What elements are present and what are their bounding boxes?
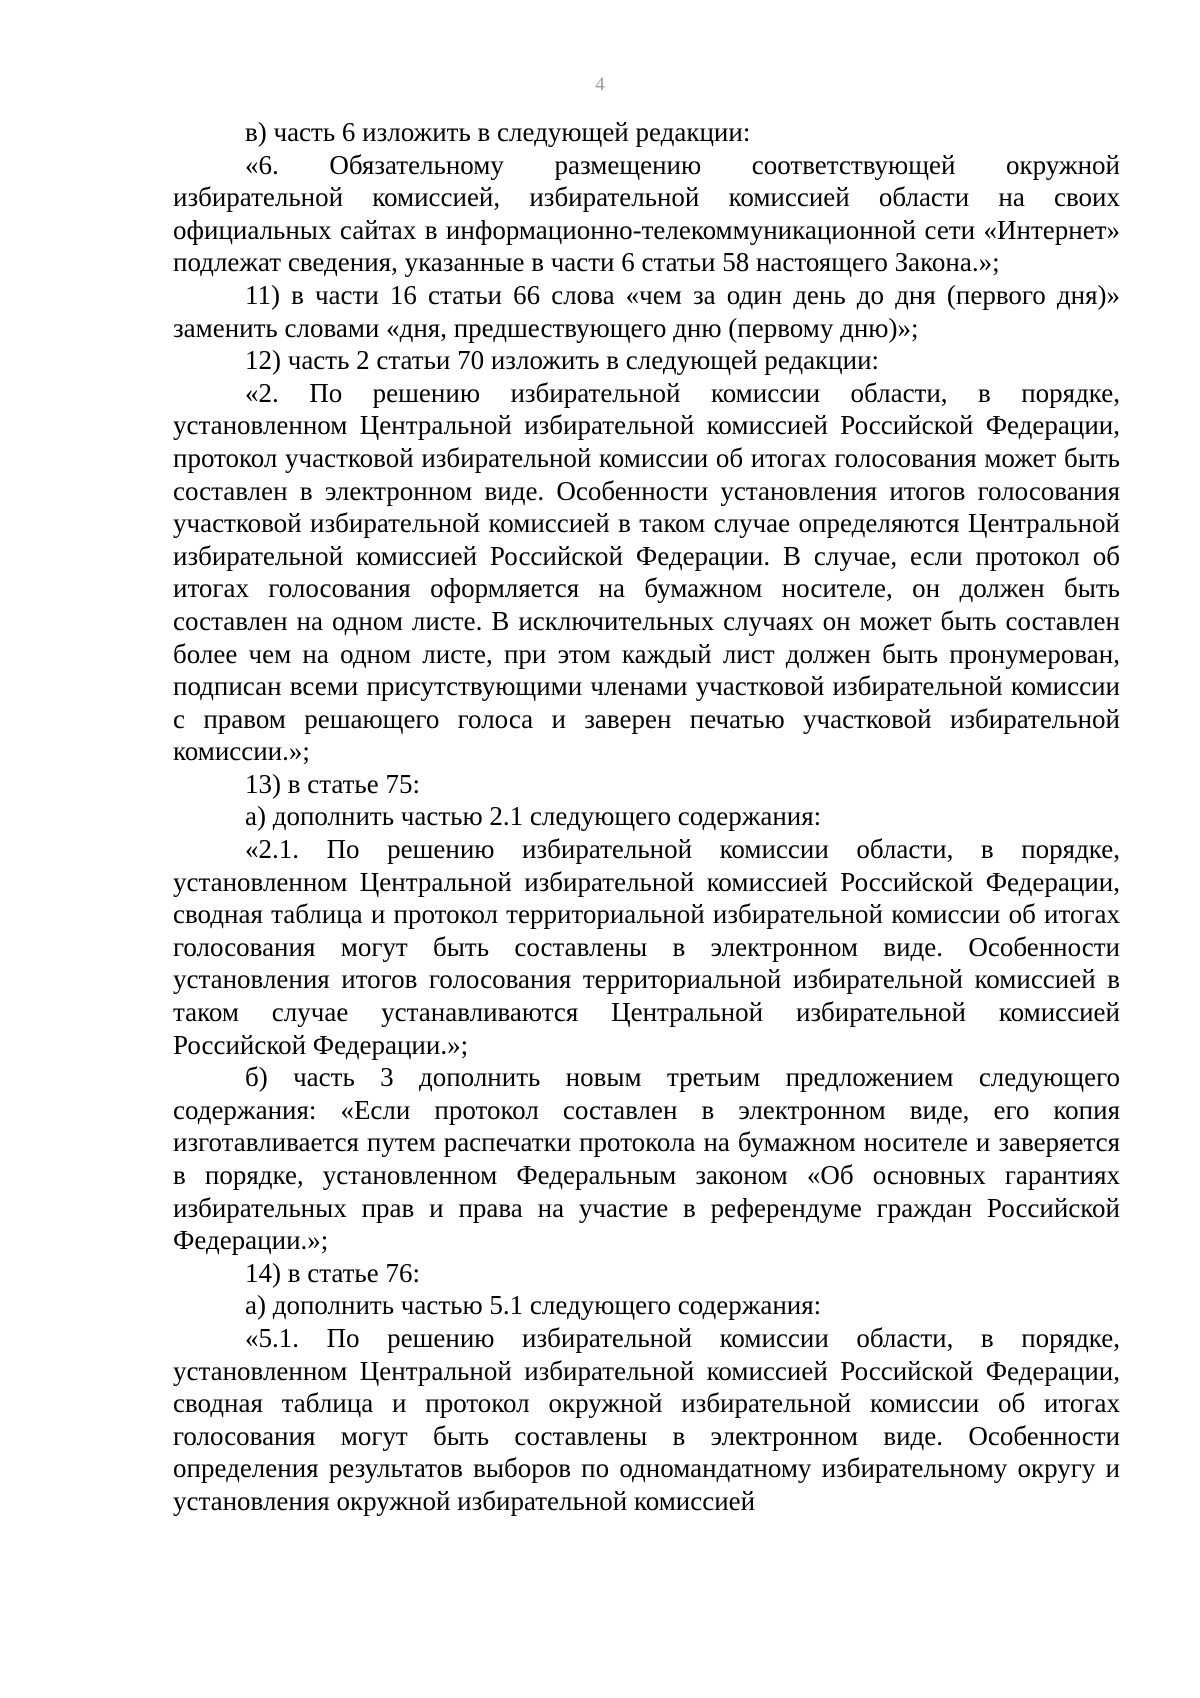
document-body: [173, 116, 1120, 1518]
paragraph-item-13-b: б) часть 3 дополнить новым третьим предложением следующего содержания: «Если протокол составлен в электронном виде, его копия изготавливается путем распечатки протокола на бумажном носителе и заверяется в порядке, установленном Федеральным законом «Об основных гарантиях избирательных прав и права на участие в референдуме граждан Российской Федерации.»;: [173, 1062, 1120, 1256]
paragraph-part-6-heading: в) часть 6 изложить в следующей редакции:: [245, 117, 751, 147]
paragraph-part-2-1-text: «2.1. По решению избирательной комиссии области, в порядке, установленном Центральной избирательной комиссией Российской Федерации, сводная таблица и протокол территориальной избирательной комиссии об итогах голосования могут быть составлены в электронном виде. Особенности установления итогов голосования территориальной избирательной комиссией в таком случае устанавливаются Центральной избирательной комиссией Российской Федерации.»;: [173, 834, 1120, 1060]
paragraph-item-14: 14) в статье 76:: [245, 1257, 420, 1288]
paragraph-item-11: 11) в части 16 статьи 66 слова «чем за один день до дня (первого дня)» заменить словами «дня, предшествующего дню (первому дню)»;: [173, 279, 1120, 343]
paragraph-item-13-a: а) дополнить частью 2.1 следующего содержания:: [245, 801, 822, 832]
page-number: 4: [595, 74, 605, 95]
paragraph-item-13: 13) в статье 75:: [245, 768, 420, 799]
paragraph-part-5-1-text: «5.1. По решению избирательной комиссии области, в порядке, установленном Центральной избирательной комиссией Российской Федерации, сводная таблица и протокол окружной избирательной комиссии об итогах голосования могут быть составлены в электронном виде. Особенности определения результатов выборов по одномандатному избирательному округу и установления окружной избирательной комиссией: [173, 1322, 1120, 1516]
paragraph-item-12: 12) часть 2 статьи 70 изложить в следующей редакции:: [245, 345, 880, 376]
paragraph-part-2-text: «2. По решению избирательной комиссии области, в порядке, установленном Центральной избирательной комиссией Российской Федерации, протокол участковой избирательной комиссии об итогах голосования может быть составлен в электронном виде. Особенности установления итогов голосования участковой избирательной комиссией в таком случае определяются Центральной избирательной комиссией Российской Федерации. В случае, если протокол об итогах голосования оформляется на бумажном носителе, он должен быть составлен на одном листе. В исключительных случаях он может быть составлен более чем на одном листе, при этом каждый лист должен быть пронумерован, подписан всеми присутствующими членами участковой избирательной комиссии с правом решающего голоса и заверен печатью участковой избирательной комиссии.»;: [173, 377, 1120, 767]
paragraph-part-6-text: «6. Обязательному размещению соответствующей окружной избирательной комиссией, избирательной комиссией области на своих официальных сайтах в информационно-телекоммуникационной сети «Интернет» подлежат сведения, указанные в части 6 статьи 58 настоящего Закона.»;: [173, 149, 1120, 278]
paragraph-item-14-a: а) дополнить частью 5.1 следующего содержания:: [245, 1290, 822, 1321]
